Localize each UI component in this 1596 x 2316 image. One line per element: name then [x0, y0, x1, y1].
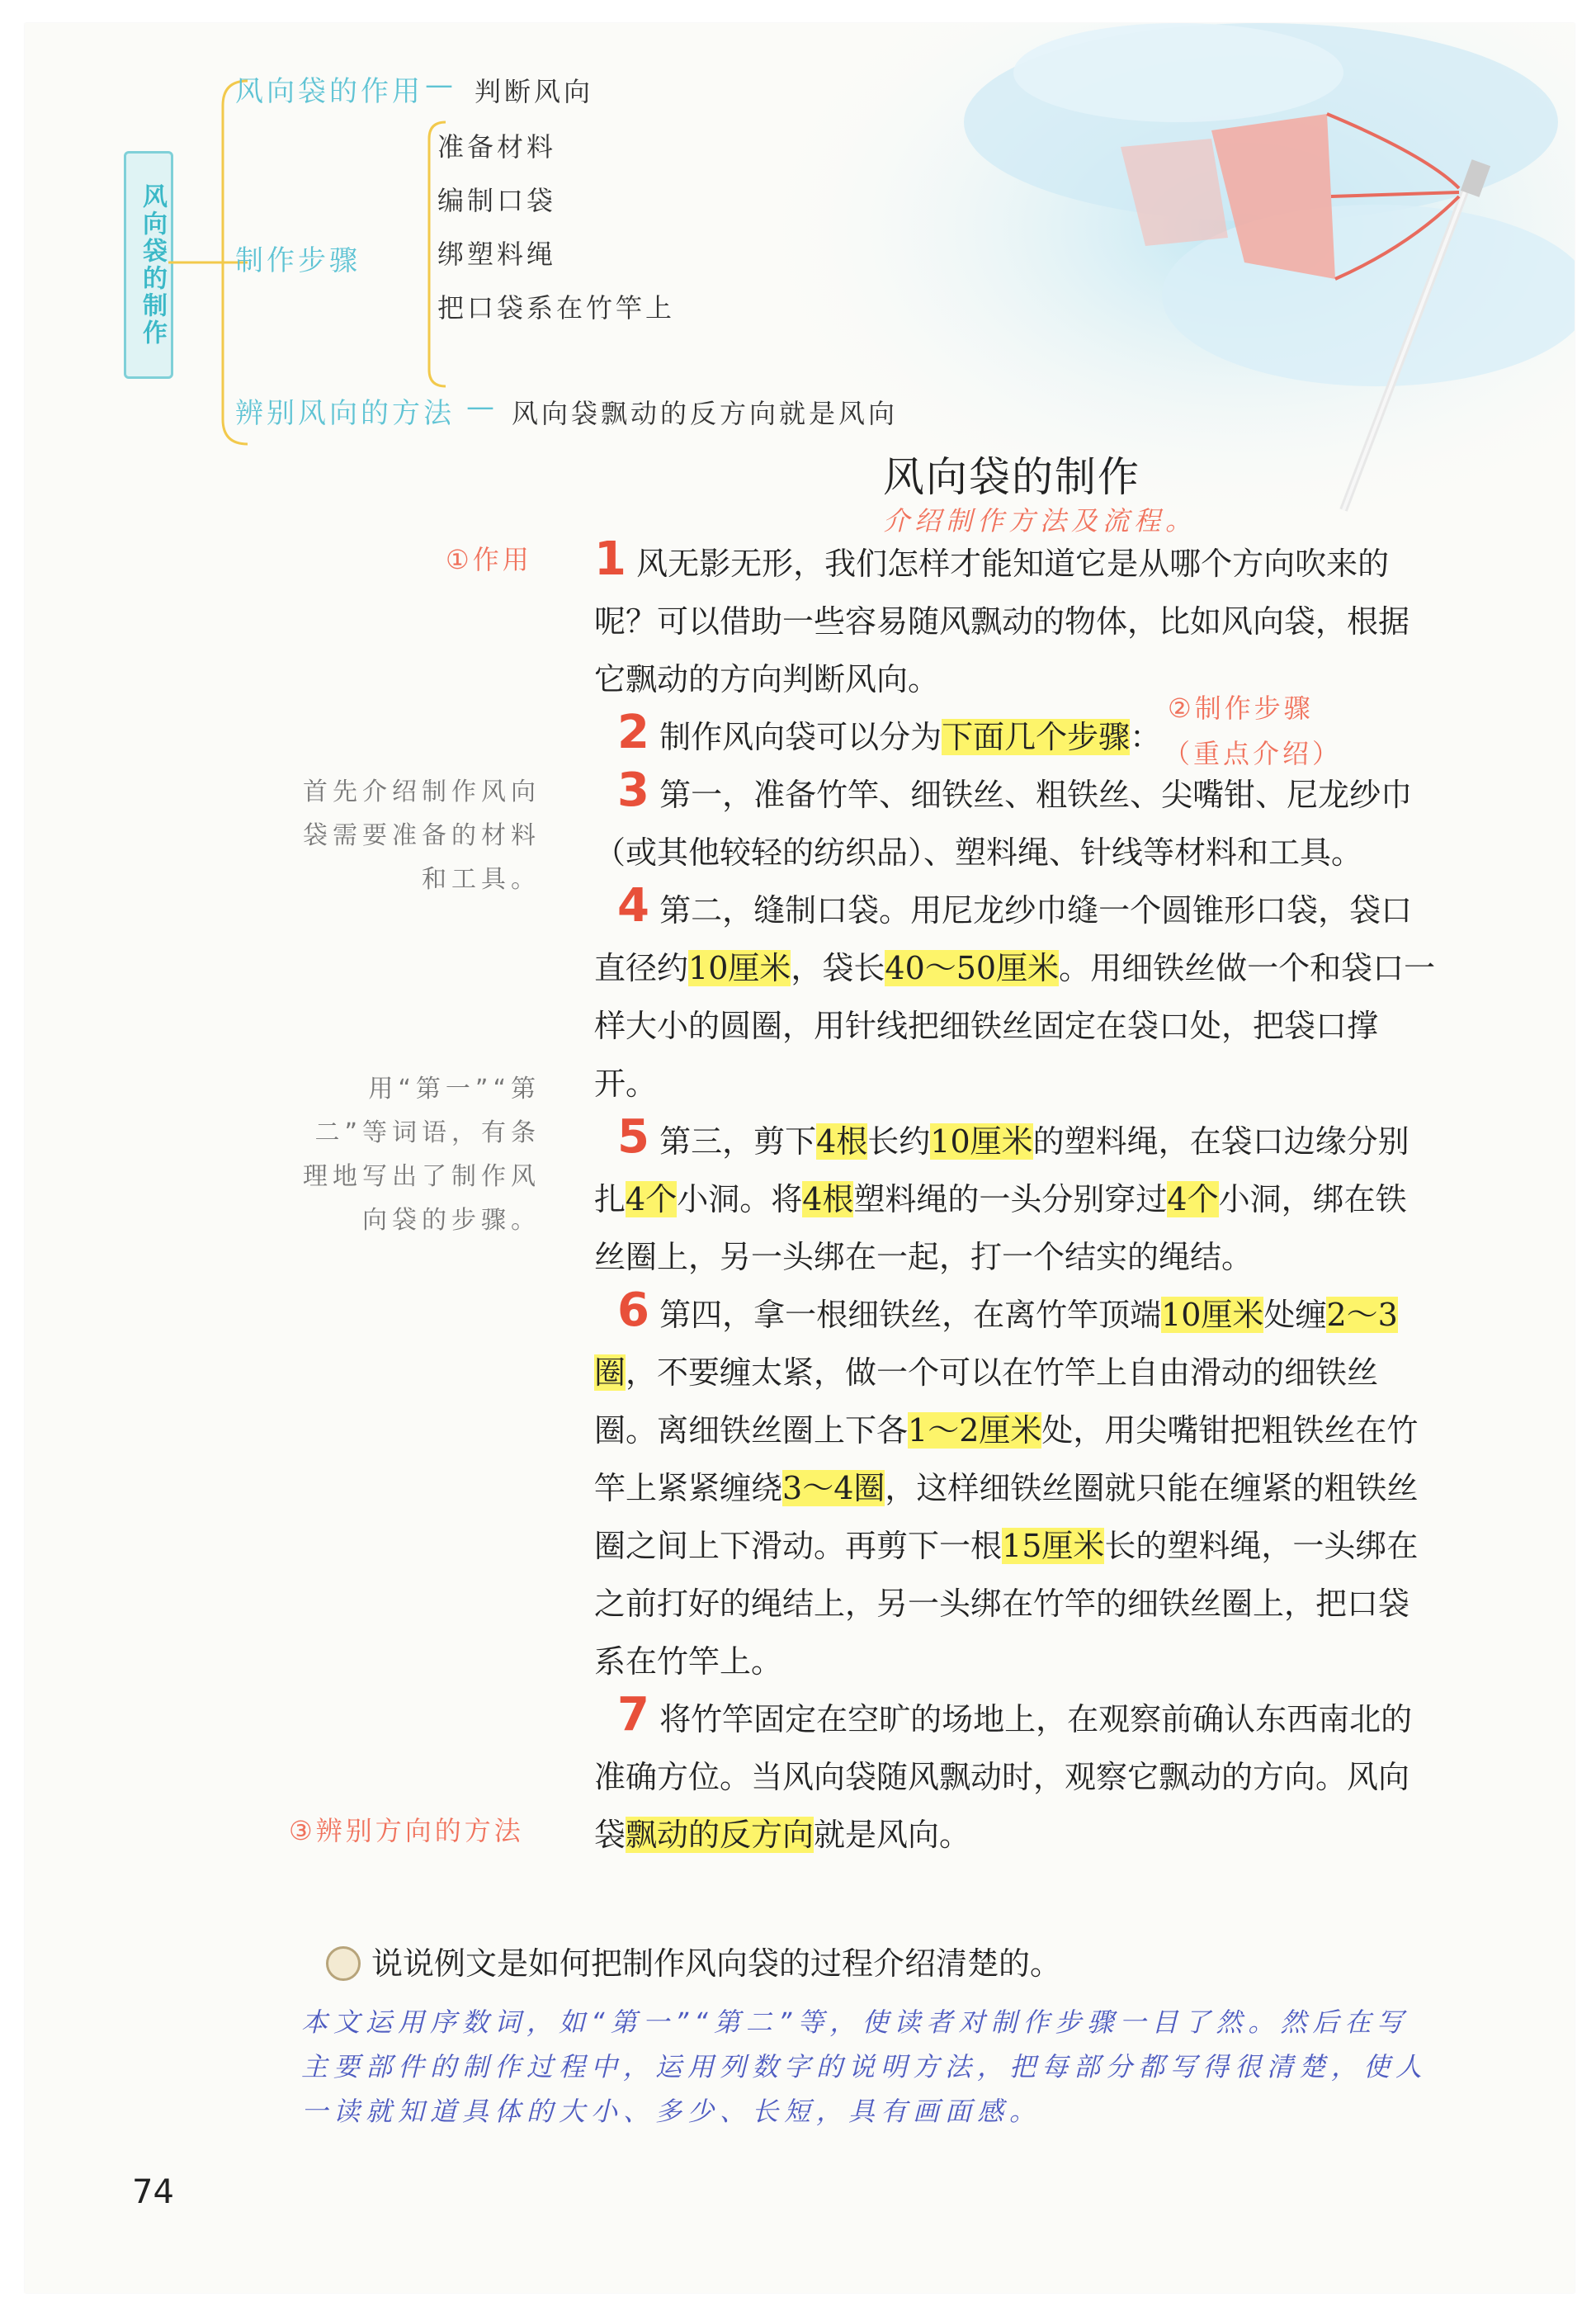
annotation-method: ③辨别方向的方法	[289, 1815, 524, 1846]
annotation-key: （重点介绍）	[1164, 738, 1343, 769]
paragraph-text: 将竹竿固定在空旷的场地上，在观察前确认东西南北的准确方位。当风向袋随风飘动时，观察它飘动的方向。风向袋	[594, 1701, 1413, 1853]
branch-function: 风向袋的作用	[235, 75, 423, 108]
highlight: 1～2厘米	[908, 1412, 1042, 1449]
title-note: 介绍制作方法及流程。	[883, 505, 1197, 536]
discussion-icon	[326, 1946, 361, 1981]
highlight: 下面几个步骤	[942, 719, 1131, 755]
paragraph-text: 第一，准备竹竿、细铁丝、粗铁丝、尖嘴钳、尼龙纱巾（或其他较轻的纺织品）、塑料绳、针线等材料和工具。	[594, 777, 1413, 871]
highlight: 10厘米	[688, 950, 791, 986]
highlight: 40～50厘米	[885, 950, 1060, 986]
highlight: 10厘米	[1161, 1297, 1264, 1333]
page-number: 74	[132, 2173, 174, 2211]
para-number: 2	[617, 706, 649, 759]
highlight: 4根	[816, 1123, 868, 1160]
textbook-page	[25, 23, 1575, 2293]
highlight: 4根	[802, 1181, 854, 1217]
paragraph-text: 风无影无形，我们怎样才能知道它是从哪个方向吹来的呢？可以借助一些容易随风飘动的物体，比如风向袋，根据它飘动的方向判断风向。	[594, 546, 1410, 697]
dash: —	[425, 69, 453, 102]
annotation-steps: ②制作步骤	[1168, 692, 1314, 724]
highlight: 飘动的反方向	[626, 1817, 815, 1853]
leaf-step-3: 绑塑料绳	[437, 239, 557, 270]
paragraph-text: 第三，剪下	[659, 1123, 817, 1160]
leaf-step-1: 准备材料	[437, 131, 557, 163]
paragraph-text: 就是风向。	[814, 1817, 971, 1853]
paragraph-text: 。用细铁丝做一个和袋口一样大小的圆圈，用针线把细铁丝固定在袋口处，把袋口撑开。	[594, 950, 1436, 1102]
paragraph-text: 第四，拿一根细铁丝，在离竹竿顶端	[659, 1297, 1162, 1333]
highlight: 10厘米	[930, 1123, 1033, 1160]
paragraph-3	[594, 763, 1436, 881]
para-number: 7	[617, 1688, 649, 1742]
annotation-function: ①作用	[446, 544, 532, 575]
windsock-illustration	[749, 23, 1575, 535]
branch-method: 辨别风向的方法	[235, 397, 455, 430]
paragraph-text: ，不要缠太紧，做一个可以在竹竿上自由滑动的细铁丝圈。离细铁丝圈上下各	[594, 1354, 1379, 1449]
paragraph-text: ：	[1130, 719, 1162, 755]
paragraph-text: 小洞，绑在铁丝圈上，另一头绑在一起，打一个结实的绳结。	[594, 1181, 1407, 1275]
paragraph-text: 的塑料绳，在袋口边缘分别扎	[594, 1123, 1409, 1217]
paragraph-text: 第二，缝制口袋。用尼龙纱巾缝一个圆锥形口袋，袋口直径约	[594, 892, 1413, 986]
paragraph-text: 处缠	[1263, 1297, 1327, 1333]
branch-steps: 制作步骤	[235, 244, 361, 277]
side-note-materials: 首先介绍制作风向袋需要准备的材料和工具。	[303, 778, 541, 894]
paragraph-7	[594, 1690, 1436, 1864]
paragraph-text: 长约	[867, 1123, 931, 1160]
article-title: 风向袋的制作	[883, 453, 1140, 501]
leaf-step-2: 编制口袋	[437, 185, 557, 216]
paragraph-text: ，袋长	[791, 950, 885, 986]
paragraph-text: 制作风向袋可以分为	[659, 719, 942, 755]
para-number: 6	[617, 1283, 649, 1337]
paragraph-1	[594, 532, 1436, 708]
handwritten-answer: 本文运用序数词，如“第一”“第二”等，使读者对制作步骤一目了然。然后在写主要部件的制作过程中，运用列数字的说明方法，把每部分都写得很清楚，使人一读就知道具体的大小、多少、长短，具有画面感。	[301, 2006, 1428, 2127]
side-note-order: 用“第一”“第二”等词语，有条理地写出了制作风向袋的步骤。	[303, 1075, 541, 1235]
paragraph-text: 长的塑料绳，一头绑在之前打好的绳结上，另一头绑在竹竿的细铁丝圈上，把口袋系在竹竿上。	[594, 1528, 1419, 1680]
para-number: 5	[617, 1110, 649, 1164]
highlight: 15厘米	[1002, 1528, 1105, 1564]
paragraph-6	[594, 1283, 1436, 1690]
paragraph-4	[594, 881, 1436, 1113]
paragraph-text: ，这样细铁丝圈就只能在缠紧的粗铁丝圈之间上下滑动。再剪下一根	[594, 1470, 1419, 1564]
highlight: 4个	[1167, 1181, 1219, 1217]
highlight: 2～3圈	[594, 1297, 1398, 1391]
highlight: 3～4圈	[782, 1470, 885, 1506]
paragraph-2	[594, 708, 1195, 766]
highlight: 4个	[626, 1181, 678, 1217]
para-number: 4	[617, 879, 649, 933]
leaf-judge-direction: 判断风向	[475, 76, 594, 107]
para-number: 1	[594, 532, 626, 586]
leaf-method: 风向袋飘动的反方向就是风向	[512, 398, 899, 429]
paragraph-5	[594, 1110, 1436, 1286]
paragraph-text: 小洞。将	[677, 1181, 803, 1217]
mind-map-root: 风向袋的制作	[124, 151, 173, 379]
para-number: 3	[617, 763, 649, 817]
paragraph-text: 塑料绳的一头分别穿过	[853, 1181, 1168, 1217]
dash: —	[466, 390, 494, 423]
paragraph-text: 处，用尖嘴钳把粗铁丝在竹竿上紧紧缠绕	[594, 1412, 1419, 1506]
leaf-step-4: 把口袋系在竹竿上	[437, 292, 676, 324]
question-text: 说说例文是如何把制作风向袋的过程介绍清楚的。	[371, 1945, 1062, 1982]
